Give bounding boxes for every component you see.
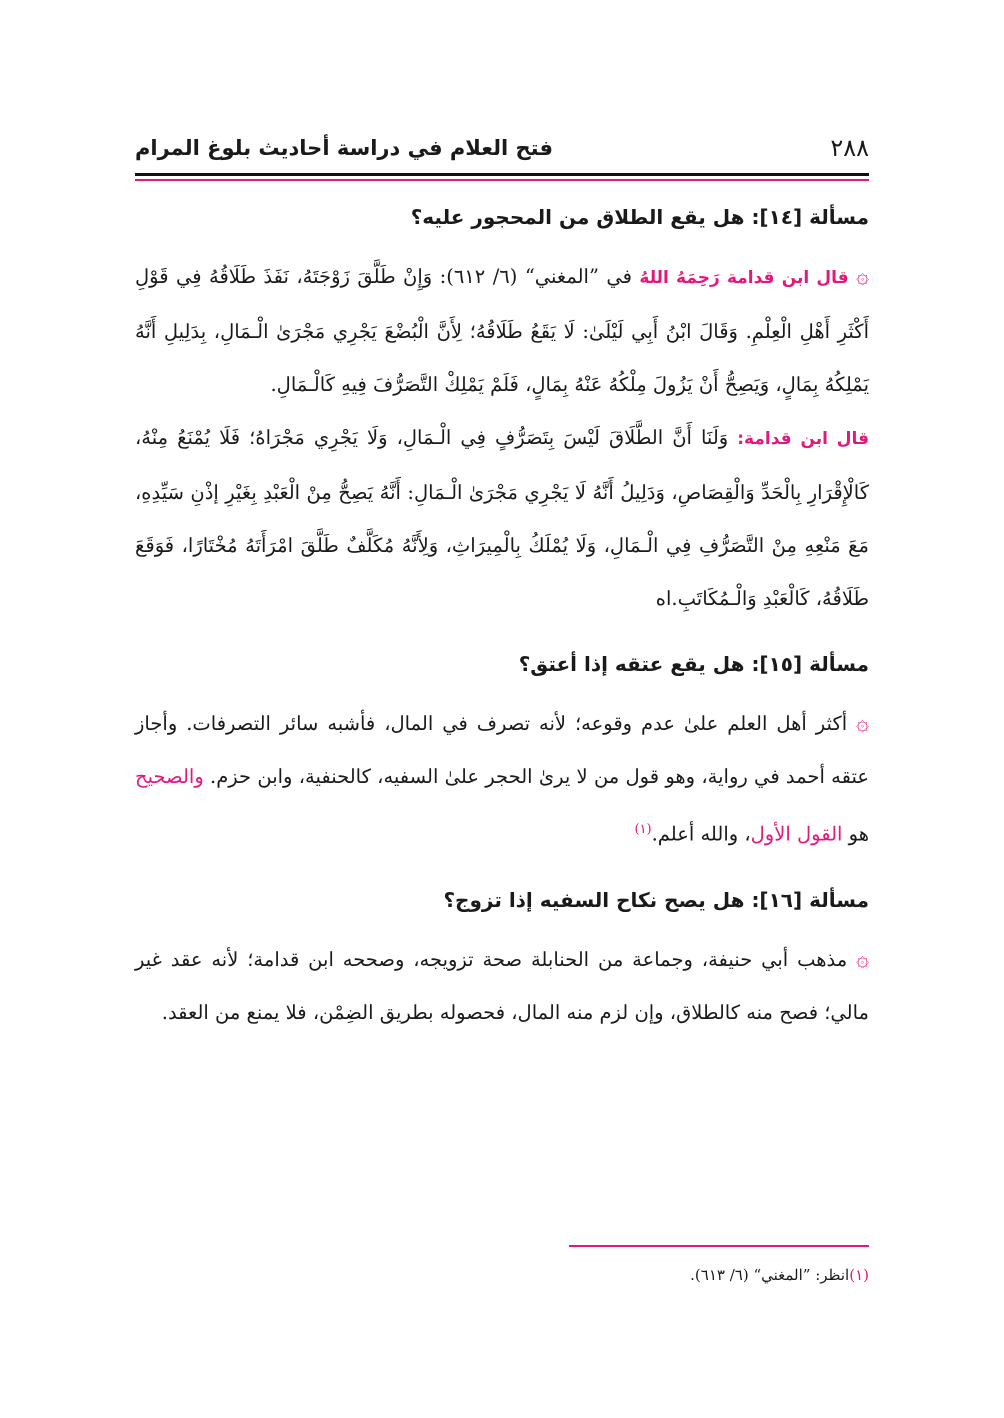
speaker-label: قال ابن قدامة رَحِمَهُ اللهُ <box>639 268 849 288</box>
header-rule <box>135 173 869 176</box>
answer-text: أكثر أهل العلم علىٰ عدم وقوعه؛ لأنه تصرف في المال، فأشبه سائر التصرفات. وأجاز عتقه أحمد في رواية، وهو قول من لا يرىٰ الحجر علىٰ السفيه، كالحنفية، وابن حزم. <box>135 712 869 788</box>
answer-text: مذهب أبي حنيفة، وجماعة من الحنابلة صحة تزويجه، وصححه ابن قدامة؛ لأنه عقد غير مالي؛ فصح منه كالطلاق، وإن لزم منه المال، فحصوله بطريق الضِمْن، فلا يمنع من العقد. <box>135 947 869 1024</box>
q14-paragraph-2 <box>135 411 869 625</box>
header-accent-rule <box>135 179 869 181</box>
question-text: هل يصح نكاح السفيه إذا تزوج؟ <box>443 887 745 912</box>
page-header <box>135 128 869 168</box>
footnote-text: انظر: ”المغني“ (٦/ ٦١٣). <box>690 1266 850 1284</box>
correct-label: والصحيح <box>135 765 204 788</box>
quote-text: وَلَنَا أَنَّ الطَّلَاقَ لَيْسَ بِتَصَرُّفٍ فِي الْـمَالِ، وَلَا يَجْرِي مَجْرَاهُ؛ فَلَا يُمْنَعُ مِنْهُ، كَالْإِقْرَارِ بِالْحَدِّ وَالْقِصَاصِ، وَدَلِيلُ أَنَّهُ لَا يَجْرِي مَجْرَىٰ الْـمَالِ: أَنَّهُ يَصِحُّ مِنْ الْعَبْدِ بِغَيْرِ إذْنِ سَيِّدِهِ، مَعَ مَنْعِهِ مِنْ التَّصَرُّفِ فِي الْـمَالِ، وَلَا يُمْلَكُ بِالْمِيرَاثِ، وَلِأَنَّهُ مُكَلَّفٌ طَلَّقَ امْرَأَتَهُ مُخْتَارًا، فَوَقَعَ طَلَاقُهُ، كَالْعَبْدِ وَالْـمُكَاتَبِ.اه <box>135 426 869 610</box>
q16-paragraph <box>135 933 869 1039</box>
answer-text: هو <box>842 822 869 846</box>
question-14-heading <box>135 192 869 242</box>
footnote <box>135 1262 869 1288</box>
first-opinion-label: القول الأول <box>750 822 843 846</box>
ornament-bullet-icon: ۞ <box>856 264 870 289</box>
answer-text: ، والله أعلم. <box>651 822 751 846</box>
question-15-heading <box>135 639 869 689</box>
footnote-separator <box>569 1245 869 1247</box>
ornament-bullet-icon: ۞ <box>856 946 869 972</box>
question-label: مسألة [١٥]: <box>751 652 869 676</box>
question-16-heading <box>135 875 869 925</box>
question-label: مسألة [١٦]: <box>751 887 869 912</box>
question-text: هل يقع الطلاق من المحجور عليه؟ <box>410 205 745 229</box>
footnote-reference[interactable]: (١) <box>634 822 652 837</box>
page-number: ٢٨٨ <box>830 134 869 162</box>
footnote-mark: (١) <box>849 1266 869 1284</box>
question-label: مسألة [١٤]: <box>751 205 869 229</box>
running-title: فتح العلام في دراسة أحاديث بلوغ المرام <box>135 136 553 160</box>
q15-paragraph <box>135 697 869 861</box>
quote-text: في ”المغني“ (٦/ ٦١٢): وَإِنْ طَلَّقَ زَوْجَتَهُ، نَفَذَ طَلَاقُهُ فِي قَوْلِ أَكْثَرِ أَهْلِ الْعِلْمِ. وَقَالَ ابْنُ أَبِي لَيْلَىٰ: لَا يَقَعُ طَلَاقُهُ؛ لِأَنَّ الْبُضْعَ يَجْرِي مَجْرَىٰ الْـمَالِ، بِدَلِيلِ أَنَّهُ يَمْلِكُهُ بِمَالٍ، وَيَصِحُّ أَنْ يَزُولَ مِلْكُهُ عَنْهُ بِمَالٍ، فَلَمْ يَمْلِكْ التَّصَرُّفَ فِيهِ كَالْـمَالِ. <box>135 265 869 396</box>
speaker-label: قال ابن قدامة: <box>737 429 869 449</box>
q14-paragraph-1 <box>135 250 869 411</box>
question-text: هل يقع عتقه إذا أعتق؟ <box>518 652 745 676</box>
page-body <box>135 192 869 1039</box>
ornament-bullet-icon: ۞ <box>856 711 869 736</box>
